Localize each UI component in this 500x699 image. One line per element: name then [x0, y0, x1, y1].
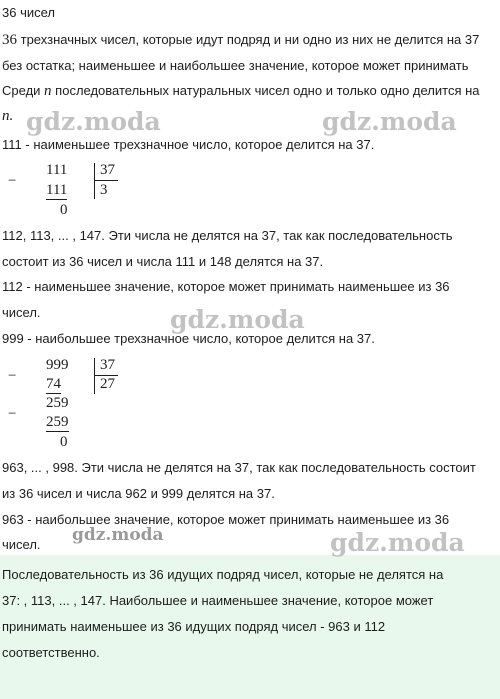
answer-line-3: принимать наименьшее из 36 идущих подряд чисел - 963 и 112 [2, 619, 386, 634]
remainder: 0 [60, 202, 68, 218]
minus-sign: − [8, 173, 17, 189]
watermark-logo: gdz.moda [330, 528, 465, 557]
remainder-1: 259 [46, 395, 69, 411]
division-bar [94, 358, 95, 394]
quotient: 27 [100, 376, 115, 392]
product-2: 259 [46, 414, 69, 430]
long-division-999-by-37 [0, 355, 140, 455]
part2-statement: 999 - наибольшее трехзначное число, которое делится на 37. [2, 331, 375, 346]
part2-line-3: из 36 чисел и числа 962 и 999 делятся на 37. [2, 486, 275, 501]
part2-line-4: 963 - наибольшее значение, которое может принимать наименьшее из 36 [2, 512, 450, 527]
division-bar [94, 163, 95, 199]
product-1: 74 [46, 376, 61, 392]
part1-statement: 111 - наименьшее трехзначное число, которое делится на 37. [2, 137, 375, 152]
quotient: 3 [100, 182, 108, 198]
minus-sign: − [8, 368, 17, 384]
divisor: 37 [100, 162, 115, 178]
watermark-logo: gdz.moda [322, 107, 457, 136]
part1-line-3: состоит из 36 чисел и числа 111 и 148 делятся на 37. [2, 254, 324, 269]
watermark-logo: gdz.moda [26, 107, 161, 136]
part2-line-5: чисел. [2, 537, 41, 552]
part1-line-2: 112, 113, ... , 147. Эти числа не делятся на 37, так как последовательность [2, 228, 453, 243]
part1-line-4: 112 - наименьшее значение, которое может принимать наименьшее из 36 [2, 279, 450, 294]
dividend: 999 [46, 357, 69, 373]
long-division-111-by-37 [0, 160, 140, 222]
divisor: 37 [100, 357, 115, 373]
answer-line-4: соответственно. [2, 645, 100, 660]
dividend: 111 [46, 162, 68, 178]
watermark-logo: gdz.moda [170, 305, 305, 334]
answer-line-1: Последовательность из 36 идущих подряд чисел, которые не делятся на [2, 567, 444, 582]
condition-line-2: без остатка; наименьшее и наибольшее значение, которое может принимать [2, 58, 469, 73]
product: 111 [46, 182, 68, 198]
part1-line-5: чисел. [2, 305, 41, 320]
condition-line-3: Среди n последовательных натуральных чисел одно и только одно делится на [2, 83, 480, 99]
heading: 36 чисел [2, 5, 55, 20]
minus-sign: − [8, 406, 17, 422]
part2-line-2: 963, ... , 998. Эти числа не делятся на 37, так как последовательность состоит [2, 460, 476, 475]
division-line [94, 180, 118, 181]
watermark-logo: gdz.moda [72, 525, 164, 545]
condition-line-4: n. [2, 108, 14, 124]
condition-line-1: 36 трехзначных чисел, которые идут подряд и ни одно из них не делится на 37 [2, 32, 480, 48]
remainder: 0 [60, 434, 68, 450]
answer-line-2: 37: , 113, ... , 147. Наибольшее и наименьшее значение, которое может [2, 593, 434, 608]
